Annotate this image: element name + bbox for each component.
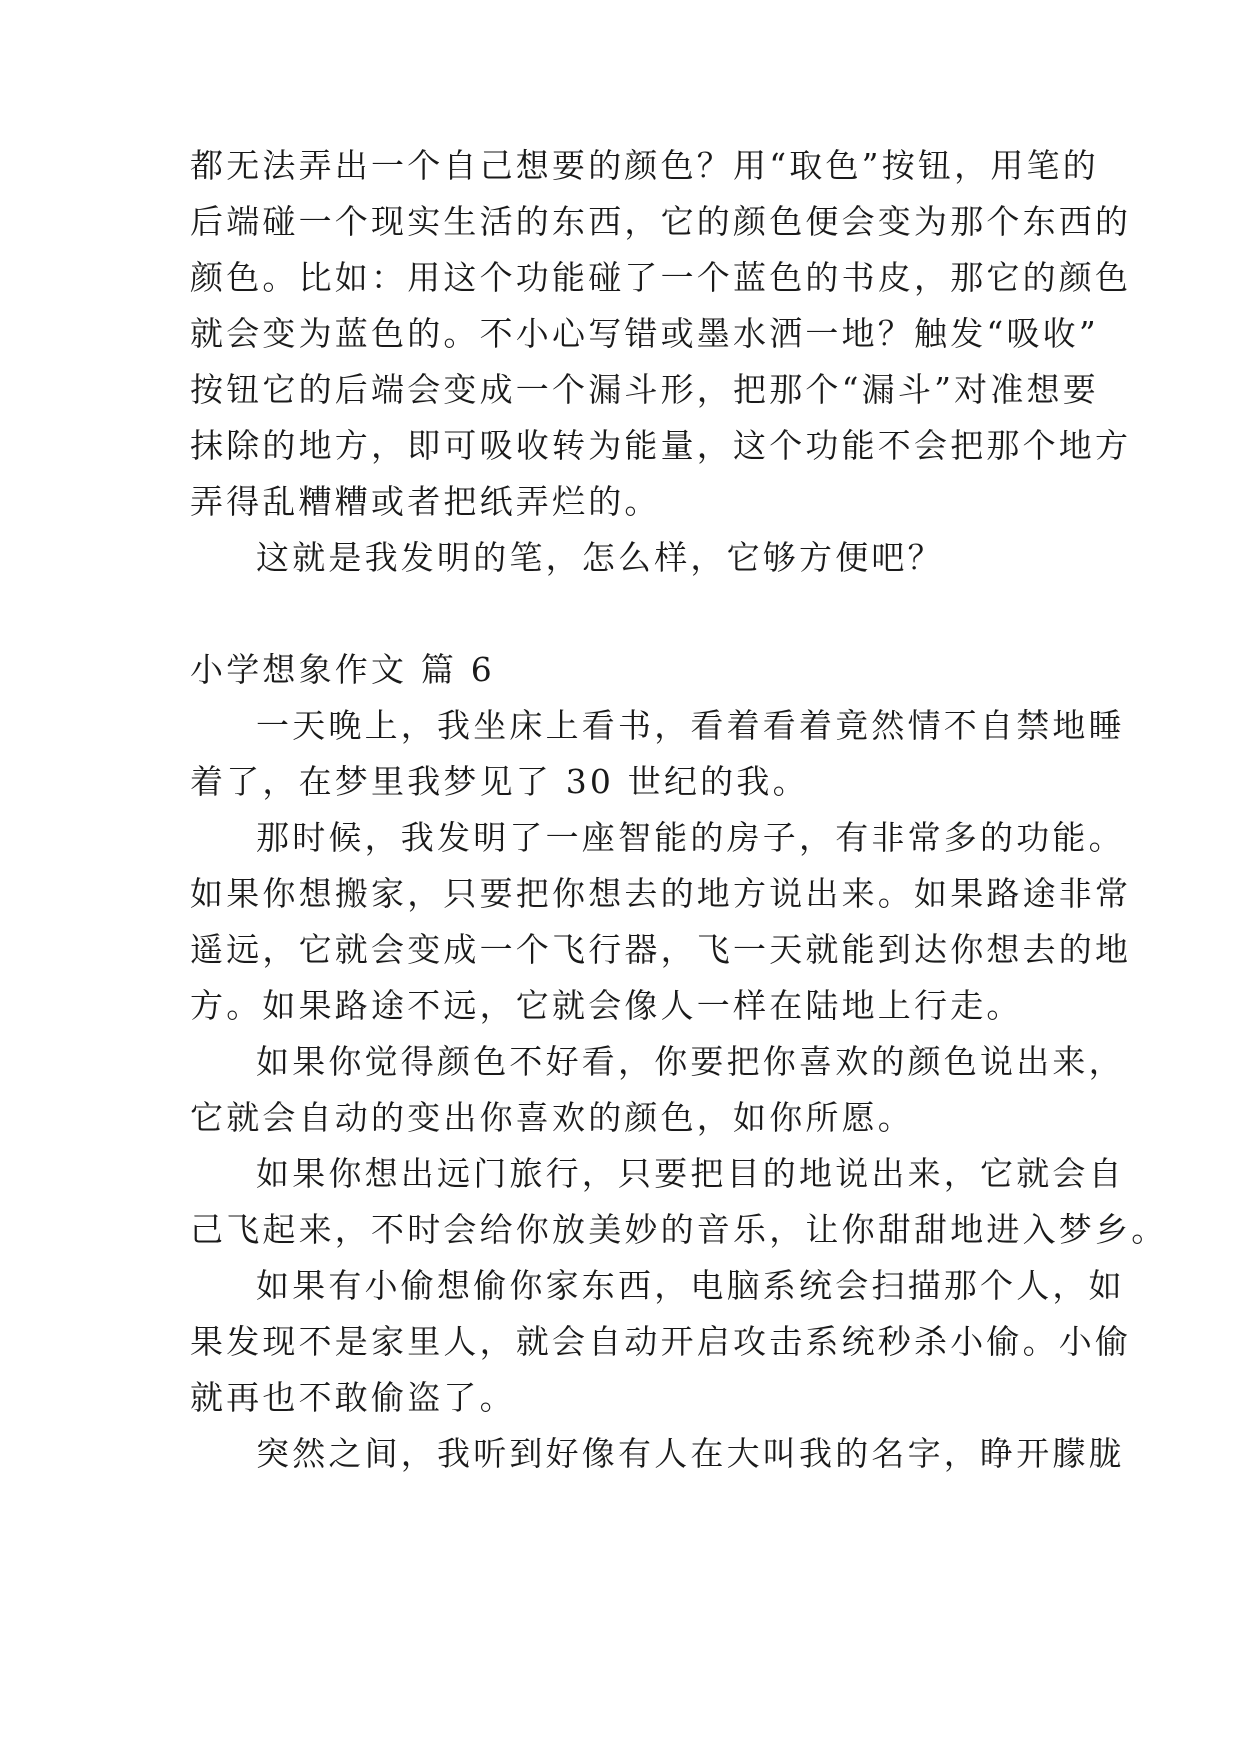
text-line: 方。如果路途不远，它就会像人一样在陆地上行走。 (190, 986, 1023, 1025)
text-line: 按钮它的后端会变成一个漏斗形，把那个“漏斗”对准想要 (190, 370, 1099, 409)
paragraph-line: 如果你想出远门旅行，只要把目的地说出来，它就会自 (256, 1154, 1125, 1193)
text-line: 着了，在梦里我梦见了 30 世纪的我。 (190, 762, 809, 801)
text-line: 果发现不是家里人，就会自动开启攻击系统秒杀小偷。小偷 (190, 1322, 1132, 1361)
text-line: 就会变为蓝色的。不小心写错或墨水洒一地？触发“吸收” (190, 314, 1099, 353)
paragraph-line: 突然之间，我听到好像有人在大叫我的名字，睁开朦胧 (256, 1434, 1125, 1473)
text-line: 后端碰一个现实生活的东西，它的颜色便会变为那个东西的 (190, 202, 1132, 241)
text-line: 就再也不敢偷盗了。 (190, 1378, 516, 1417)
section-heading: 小学想象作文 篇 6 (190, 650, 495, 689)
text-line: 如果你想搬家，只要把你想去的地方说出来。如果路途非常 (190, 874, 1132, 913)
text-line: 己飞起来，不时会给你放美妙的音乐，让你甜甜地进入梦乡。 (190, 1210, 1168, 1249)
paragraph-line: 如果你觉得颜色不好看，你要把你喜欢的颜色说出来， (256, 1042, 1125, 1081)
paragraph-line: 一天晚上，我坐床上看书，看着看着竟然情不自禁地睡 (256, 706, 1125, 745)
paragraph-line: 这就是我发明的笔，怎么样，它够方便吧？ (256, 538, 944, 577)
text-line: 颜色。比如：用这个功能碰了一个蓝色的书皮，那它的颜色 (190, 258, 1132, 297)
text-line: 弄得乱糟糟或者把纸弄烂的。 (190, 482, 661, 521)
paragraph-line: 那时候，我发明了一座智能的房子，有非常多的功能。 (256, 818, 1125, 857)
text-line: 遥远，它就会变成一个飞行器，飞一天就能到达你想去的地 (190, 930, 1132, 969)
text-line: 抹除的地方，即可吸收转为能量，这个功能不会把那个地方 (190, 426, 1132, 465)
text-line: 都无法弄出一个自己想要的颜色？用“取色”按钮，用笔的 (190, 146, 1099, 185)
paragraph-line: 如果有小偷想偷你家东西，电脑系统会扫描那个人，如 (256, 1266, 1125, 1305)
text-line: 它就会自动的变出你喜欢的颜色，如你所愿。 (190, 1098, 914, 1137)
